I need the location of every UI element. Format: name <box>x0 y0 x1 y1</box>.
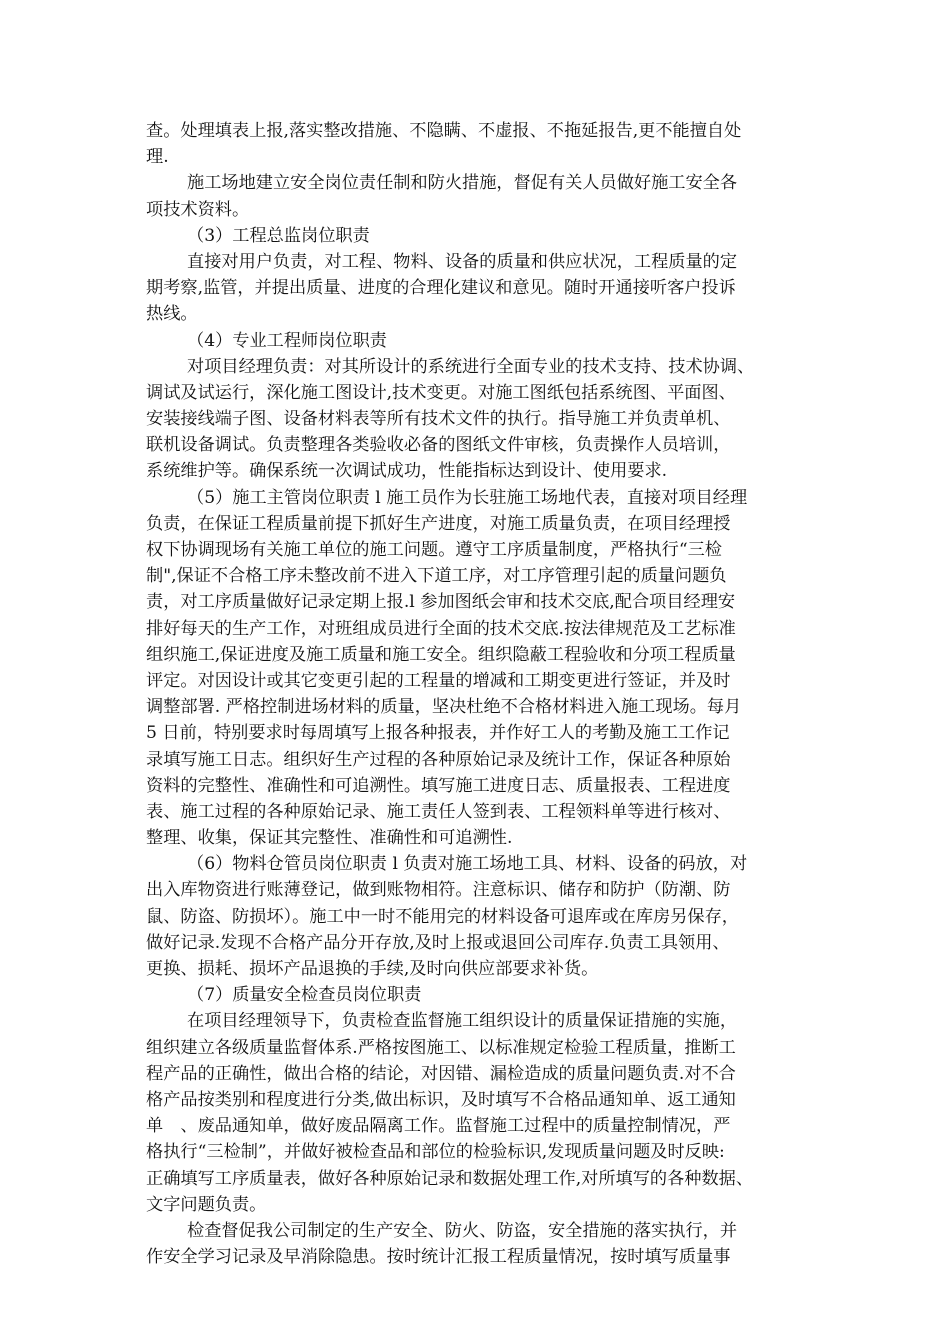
text-line: 鼠、防盗、防损坏）。施工中一时不能用完的材料设备可退库或在库房另保存， <box>146 906 739 927</box>
text-line: 格产品按类别和程度进行分类,做出标识，及时填写不合格品通知单、返工通知 <box>146 1089 736 1110</box>
text-line: （4）专业工程师岗位职责 <box>187 330 387 351</box>
text-line: 期考察,监管，并提出质量、进度的合理化建议和意见。随时开通接听客户投诉 <box>146 278 736 299</box>
text-line: 正确填写工序质量表，做好各种原始记录和数据处理工作,对所填写的各种数据、 <box>146 1168 754 1189</box>
text-line: 格执行“三检制”，并做好被检查品和部位的检验标识,发现质量问题及时反映: <box>146 1142 725 1163</box>
text-line: 在项目经理领导下，负责检查监督施工组织设计的质量保证措施的实施， <box>187 1011 738 1032</box>
text-line: 调试及试运行，深化施工图设计,技术变更。对施工图纸包括系统图、平面图、 <box>146 382 736 403</box>
text-line: 系统维护等。确保系统一次调试成功，性能指标达到设计、使用要求. <box>146 461 668 482</box>
text-line: 调整部署. 严格控制进场材料的质量，坚决杜绝不合格材料进入施工现场。每月 <box>146 697 742 718</box>
text-line: 整理、收集，保证其完整性、准确性和可追溯性. <box>146 828 513 849</box>
text-line: （6）物料仓管员岗位职责 l 负责对施工场地工具、材料、设备的码放，对 <box>187 854 748 875</box>
text-line: 施工场地建立安全岗位责任制和防火措施，督促有关人员做好施工安全各 <box>187 173 738 194</box>
text-line: 出入库物资进行账薄登记，做到账物相符。注意标识、储存和防护（防潮、防 <box>146 880 731 901</box>
document-body <box>146 118 810 1270</box>
text-line: 制",保证不合格工序未整改前不进入下道工序，对工序管理引起的质量问题负 <box>146 566 727 587</box>
text-line: 做好记录.发现不合格产品分开存放,及时上报或退回公司库存.负责工具领用、 <box>146 932 730 953</box>
text-line: 排好每天的生产工作，对班组成员进行全面的技术交底.按法律规范及工艺标准 <box>146 618 736 639</box>
text-line: 热线。 <box>146 304 198 325</box>
text-line: 安装接线端子图、设备材料表等所有技术文件的执行。指导施工并负责单机、 <box>146 409 731 430</box>
text-line: 直接对用户负责，对工程、物料、设备的质量和供应状况，工程质量的定 <box>187 251 738 272</box>
text-line: （5）施工主管岗位职责 l 施工员作为长驻施工场地代表，直接对项目经理 <box>187 487 748 508</box>
text-line: 责，对工序质量做好记录定期上报.l 参加图纸会审和技术交底,配合项目经理安 <box>146 592 736 613</box>
text-line: 文字问题负责。 <box>146 1194 267 1215</box>
text-line: 资料的完整性、准确性和可追溯性。填写施工进度日志、质量报表、工程进度 <box>146 775 731 796</box>
text-line: 对项目经理负责：对其所设计的系统进行全面专业的技术支持、技术协调、 <box>187 356 755 377</box>
text-line: 作安全学习记录及早消除隐患。按时统计汇报工程质量情况，按时填写质量事 <box>146 1247 731 1268</box>
text-line: 负责，在保证工程质量前提下抓好生产进度，对施工质量负责，在项目经理授 <box>146 513 731 534</box>
text-line: 表、施工过程的各种原始记录、施工责任人签到表、工程领料单等进行核对、 <box>146 801 731 822</box>
text-line: 组织施工,保证进度及施工质量和施工安全。组织隐蔽工程验收和分项工程质量 <box>146 644 736 665</box>
text-line: 理. <box>146 147 169 168</box>
text-line: 联机设备调试。负责整理各类验收必备的图纸文件审核，负责操作人员培训， <box>146 435 731 456</box>
text-line: 单 、废品通知单，做好废品隔离工作。监督施工过程中的质量控制情况，严 <box>146 1116 731 1137</box>
text-line: （3）工程总监岗位职责 <box>187 225 370 246</box>
text-line: 程产品的正确性，做出合格的结论，对因错、漏检造成的质量问题负责.对不合 <box>146 1063 736 1084</box>
text-line: 评定。对因设计或其它变更引起的工程量的增减和工期变更进行签证，并及时 <box>146 670 731 691</box>
text-line: 查。处理填表上报,落实整改措施、不隐瞒、不虚报、不拖延报告,更不能擅自处 <box>146 121 742 141</box>
text-line: 5 日前，特别要求时每周填写上报各种报表，并作好工人的考勤及施工工作记 <box>146 723 730 744</box>
text-line: （7）质量安全检查员岗位职责 <box>187 985 422 1006</box>
text-line: 项技术资料。 <box>146 199 250 220</box>
text-line: 检查督促我公司制定的生产安全、防火、防盗，安全措施的落实执行，并 <box>187 1220 738 1241</box>
text-line: 组织建立各级质量监督体系.严格按图施工、以标准规定检验工程质量，推断工 <box>146 1037 736 1058</box>
text-line: 更换、损耗、损坏产品退换的手续,及时向供应部要求补货。 <box>146 959 599 979</box>
text-line: 权下协调现场有关施工单位的施工问题。遵守工序质量制度，严格执行“三检 <box>146 540 722 560</box>
text-line: 录填写施工日志。组织好生产过程的各种原始记录及统计工作，保证各种原始 <box>146 749 731 770</box>
